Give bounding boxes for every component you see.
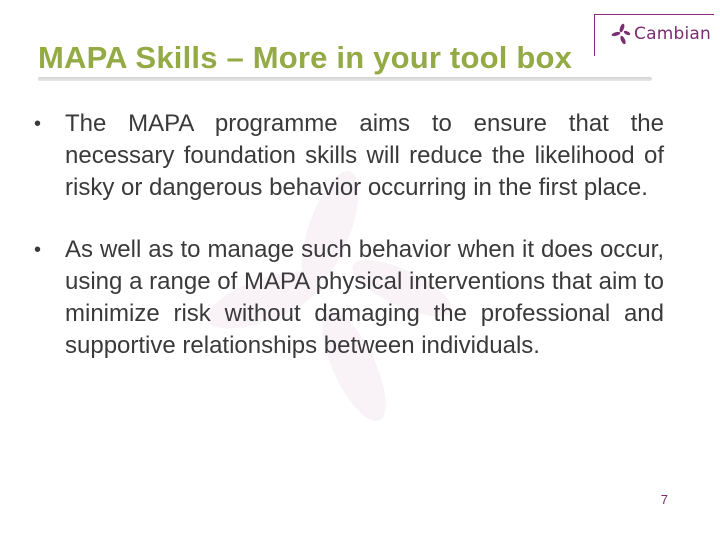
bullet-list [34,108,664,362]
bullet-item [34,234,664,362]
bullet-marker: • [34,113,42,135]
bullet-item [34,108,664,204]
cambian-logo-icon [611,23,631,45]
logo-wordmark: Cambian [634,24,711,44]
bullet-text: The MAPA programme aims to ensure that the necessary foundation skills will reduce the likelihood of risky or dangerous behavior occurring in the first place. [65,110,664,201]
page-number: 7 [660,492,668,507]
page-title: MAPA Skills – More in your tool box [38,40,573,75]
bullet-marker: • [34,239,42,261]
title-underline [38,77,652,81]
bullet-text: As well as to manage such behavior when it does occur, using a range of MAPA physical interventions that aim to minimize risk without damaging the professional and supportive relationships between individuals. [65,236,664,359]
